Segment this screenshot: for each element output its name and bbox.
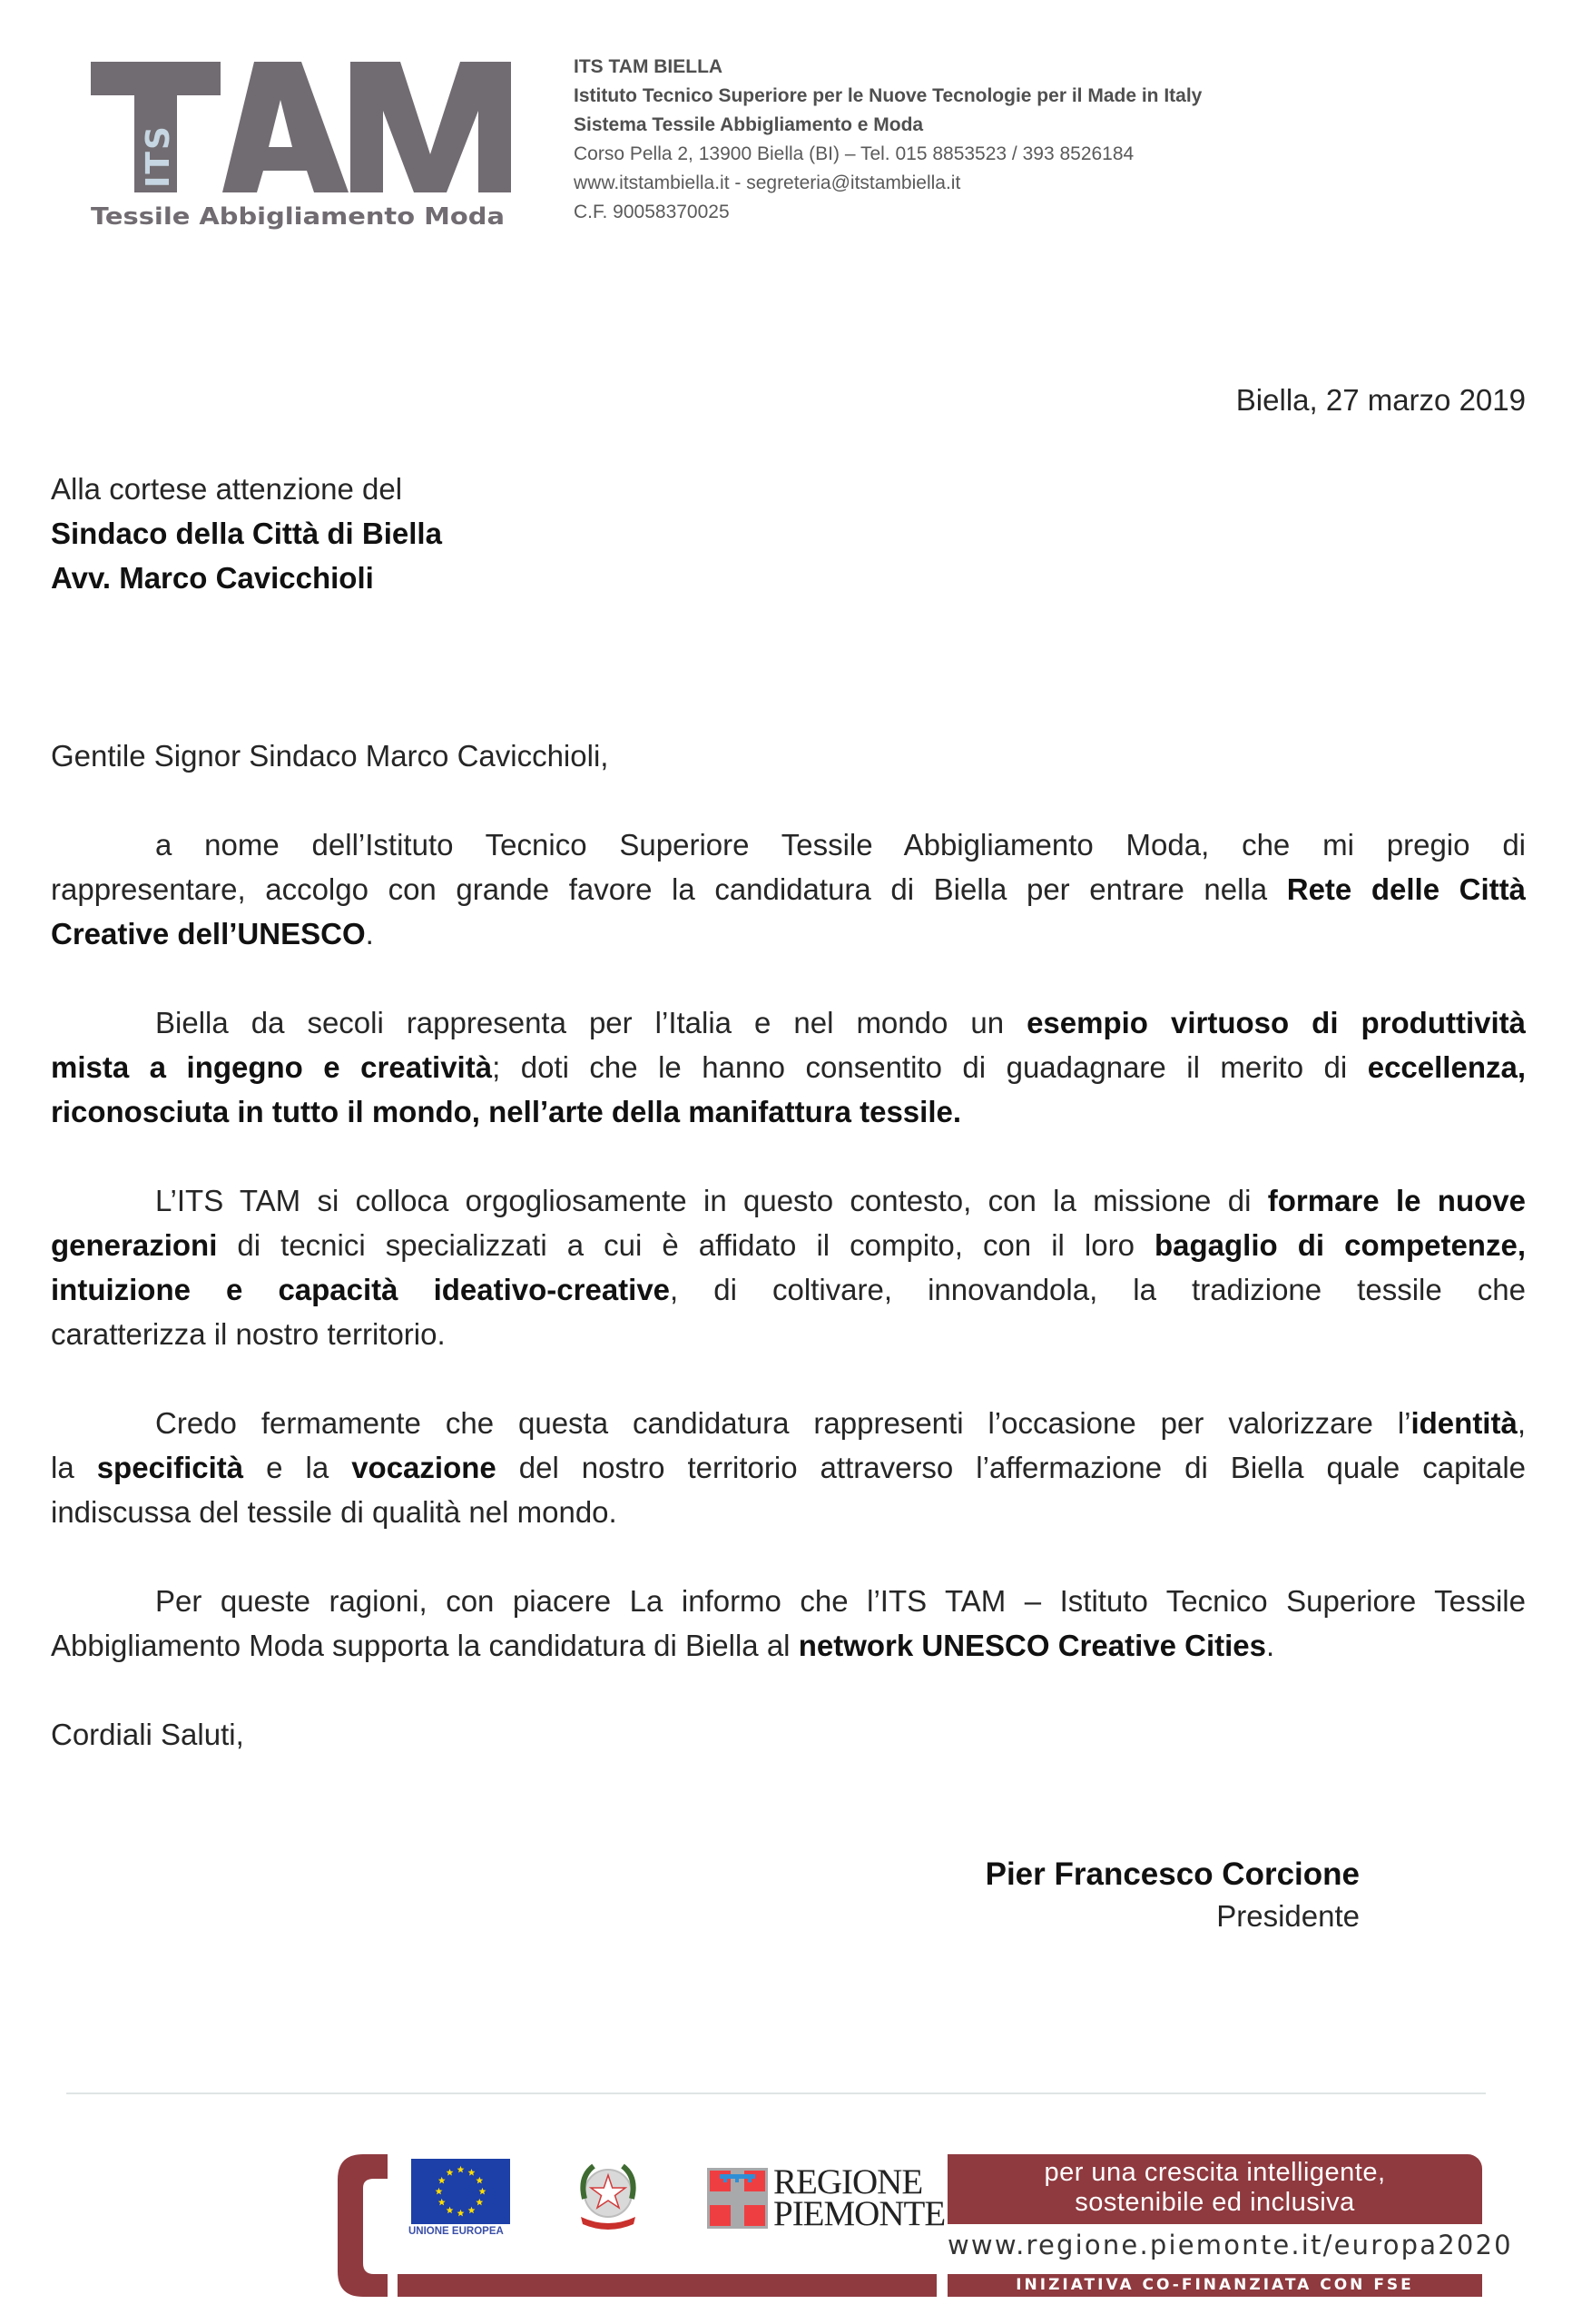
bold-text: intuizione e capacità ideativo-creative xyxy=(51,1273,671,1306)
logo-letter-a xyxy=(222,62,349,192)
text-run: . xyxy=(365,917,374,950)
bold-text: Creative dell’UNESCO xyxy=(51,917,366,950)
footer-bottom-bar xyxy=(398,2274,937,2297)
europa2020-tagline-box xyxy=(948,2154,1482,2224)
logo-tagline: Tessile Abbigliamento Moda xyxy=(91,203,505,231)
tagline-line2: sostenibile ed inclusiva xyxy=(1075,2188,1355,2217)
paragraph-line xyxy=(51,1312,1526,1356)
text-run: del nostro territorio attraverso l’affermazione di Biella quale capitale xyxy=(496,1451,1526,1484)
bold-text: riconosciuta in tutto il mondo, nell’arte della manifattura tessile. xyxy=(51,1095,962,1128)
recipient-office: Sindaco della Città di Biella xyxy=(51,517,442,550)
logo-its-letters: ITS xyxy=(140,124,177,188)
piemonte-label: PIEMONTE xyxy=(773,2194,946,2233)
text-run: . xyxy=(1266,1629,1275,1662)
text-run: di tecnici specializzati a cui è affidato il compito, con il loro xyxy=(217,1228,1155,1262)
text-run: Abbigliamento Moda supporta la candidatura di Biella al xyxy=(51,1629,799,1662)
eu-star-icon xyxy=(447,2169,454,2176)
paragraph-line xyxy=(51,1000,1526,1045)
paragraph-line xyxy=(51,1223,1526,1267)
paragraph xyxy=(51,1178,1526,1356)
bold-text: generazioni xyxy=(51,1228,218,1262)
tagline-line1: per una crescita intelligente, xyxy=(1044,2158,1386,2187)
eu-star-icon xyxy=(468,2169,476,2176)
closing: Cordiali Saluti, xyxy=(51,1718,244,1751)
signature-block xyxy=(986,1854,1360,1937)
text-run: caratterizza il nostro territorio. xyxy=(51,1317,446,1351)
bold-text: bagaglio di competenze, xyxy=(1155,1228,1526,1262)
eu-star-icon xyxy=(436,2188,443,2195)
recipient-block xyxy=(51,467,442,600)
paragraph-line xyxy=(51,867,1526,911)
text-run: Credo fermamente che questa candidatura rappresenti l’occasione per valorizzare l’ xyxy=(155,1406,1411,1440)
recipient-name: Avv. Marco Cavicchioli xyxy=(51,561,374,595)
letterhead-address: Corso Pella 2, 13900 Biella (BI) – Tel. 015 8853523 / 393 8526184 xyxy=(574,143,1135,164)
paragraph-line xyxy=(51,822,1526,867)
text-run: L’ITS TAM si colloca orgogliosamente in questo contesto, con la missione di xyxy=(155,1184,1268,1217)
paragraph-line xyxy=(51,1178,1526,1223)
eu-star-icon xyxy=(457,2166,465,2173)
signatory-name: Pier Francesco Corcione xyxy=(985,1856,1360,1892)
bold-text: vocazione xyxy=(351,1451,496,1484)
bold-text: identità xyxy=(1410,1406,1518,1440)
letterhead-tax-code: C.F. 90058370025 xyxy=(574,202,730,222)
paragraph-line xyxy=(51,911,1526,956)
paragraph-line xyxy=(51,1045,1526,1089)
eu-flag-icon xyxy=(411,2159,510,2224)
eu-star-icon xyxy=(438,2199,446,2206)
eu-star-icon xyxy=(447,2207,454,2214)
text-run: Biella da secoli rappresenta per l’Italia e nel mondo un xyxy=(155,1006,1027,1039)
salutation: Gentile Signor Sindaco Marco Cavicchioli, xyxy=(51,739,609,773)
bold-text: mista a ingegno e creatività xyxy=(51,1050,493,1084)
italian-republic-emblem-icon xyxy=(574,2159,643,2235)
piemonte-flag-icon xyxy=(707,2168,768,2229)
eu-star-icon xyxy=(476,2177,483,2184)
text-run: rappresentare, accolgo con grande favore la candidatura di Biella per entrare nella xyxy=(51,872,1287,906)
regione-piemonte-wordmark xyxy=(773,2162,946,2233)
regione-label: REGIONE xyxy=(773,2162,923,2201)
letterhead-web-email: www.itstambiella.it - segreteria@itstambiella.it xyxy=(574,172,961,193)
paragraph-line xyxy=(51,1623,1526,1668)
eu-star-icon xyxy=(438,2177,446,2184)
paragraph xyxy=(51,1579,1526,1668)
text-run: a nome dell’Istituto Tecnico Superiore Tessile Abbigliamento Moda, che mi pregio di xyxy=(155,828,1526,862)
eu-star-icon xyxy=(457,2210,465,2217)
text-run: indiscussa del tessile di qualità nel mondo. xyxy=(51,1495,617,1529)
paragraph-line xyxy=(51,1267,1526,1312)
bold-text: network UNESCO Creative Cities xyxy=(798,1629,1267,1662)
logo-letter-m xyxy=(350,62,511,192)
footer-bracket-shape xyxy=(338,2154,388,2297)
paragraph xyxy=(51,822,1526,956)
paragraph-line xyxy=(51,1579,1526,1623)
eu-star-icon xyxy=(476,2199,483,2206)
text-run: , xyxy=(1517,1406,1526,1440)
text-run: , di coltivare, innovandola, la tradizione tessile che xyxy=(670,1273,1526,1306)
bold-text: esempio virtuoso di produttività xyxy=(1027,1006,1526,1039)
eu-stars-icon xyxy=(411,2159,510,2224)
letter-body xyxy=(51,734,1526,1757)
signatory-title: Presidente xyxy=(1216,1899,1360,1933)
letter-paragraphs xyxy=(51,822,1526,1668)
recipient-attention: Alla cortese attenzione del xyxy=(51,472,403,506)
bold-text: formare le nuove xyxy=(1267,1184,1526,1217)
bold-text: eccellenza, xyxy=(1367,1050,1526,1084)
paragraph xyxy=(51,1401,1526,1534)
paragraph-line xyxy=(51,1401,1526,1445)
cofinanced-banner: INIZIATIVA CO-FINANZIATA CON FSE xyxy=(948,2274,1482,2297)
text-run: e la xyxy=(243,1451,352,1484)
footer-divider xyxy=(66,2093,1486,2094)
eu-star-icon xyxy=(479,2188,486,2195)
paragraph-line xyxy=(51,1089,1526,1134)
letter-date: Biella, 27 marzo 2019 xyxy=(1235,383,1526,417)
text-run: la xyxy=(51,1451,97,1484)
eu-label: UNIONE EUROPEA xyxy=(408,2226,504,2237)
text-run: ; doti che le hanno consentito di guadagnare il merito di xyxy=(492,1050,1368,1084)
bold-text: specificità xyxy=(96,1451,244,1484)
its-tam-logo xyxy=(86,54,517,231)
eu-star-icon xyxy=(468,2207,476,2214)
bold-text: Rete delle Città xyxy=(1286,872,1526,906)
paragraph-line xyxy=(51,1490,1526,1534)
letterhead-institute-full: Istituto Tecnico Superiore per le Nuove Tecnologie per il Made in Italy xyxy=(574,85,1203,106)
paragraph xyxy=(51,1000,1526,1134)
letterhead-institute-short: ITS TAM BIELLA xyxy=(574,56,723,77)
text-run: Per queste ragioni, con piacere La informo che l’ITS TAM – Istituto Tecnico Superiore Tessile xyxy=(155,1584,1526,1618)
paragraph-line xyxy=(51,1445,1526,1490)
letterhead-system: Sistema Tessile Abbigliamento e Moda xyxy=(574,114,924,135)
letterhead-info xyxy=(574,53,1300,227)
europa2020-url: www.regione.piemonte.it/europa2020 xyxy=(948,2230,1513,2260)
